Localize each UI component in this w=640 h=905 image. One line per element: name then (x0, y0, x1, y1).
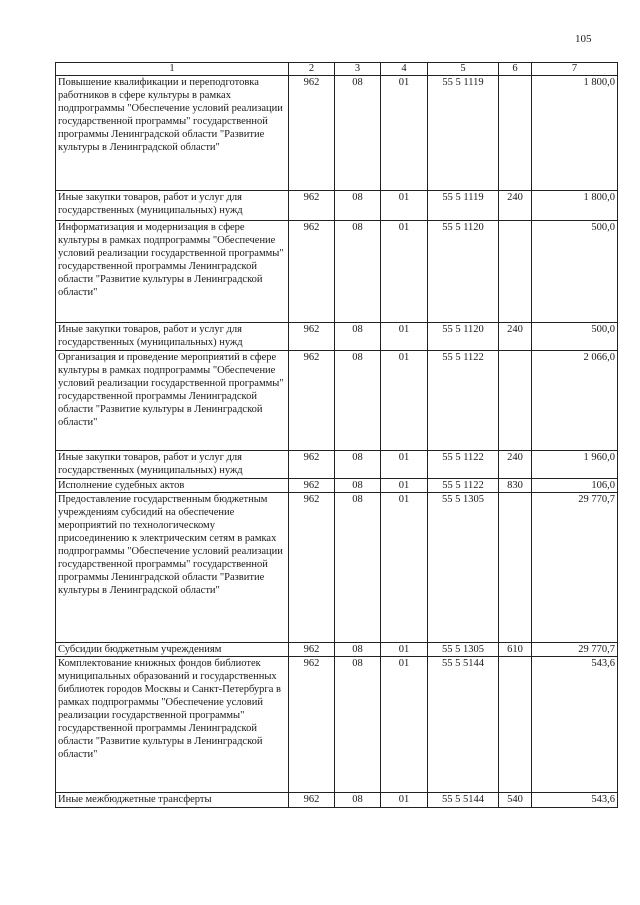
row-code-5: 55 5 1119 (428, 76, 499, 191)
row-amount: 1 800,0 (532, 76, 618, 191)
row-code-3: 08 (335, 479, 381, 493)
row-code-2: 962 (289, 221, 335, 323)
row-code-3: 08 (335, 191, 381, 221)
row-code-5: 55 5 1120 (428, 221, 499, 323)
row-amount: 29 770,7 (532, 493, 618, 643)
row-code-4: 01 (381, 221, 428, 323)
header-cell: 3 (335, 63, 381, 76)
row-code-6: 240 (499, 323, 532, 351)
header-cell: 6 (499, 63, 532, 76)
row-code-4: 01 (381, 351, 428, 451)
row-code-5: 55 5 1120 (428, 323, 499, 351)
row-description: Иные закупки товаров, работ и услуг для государственных (муниципальных) нужд (56, 191, 289, 221)
row-code-3: 08 (335, 793, 381, 808)
row-code-5: 55 5 1119 (428, 191, 499, 221)
table-row (56, 451, 618, 479)
row-code-6 (499, 657, 532, 793)
row-code-4: 01 (381, 493, 428, 643)
row-code-3: 08 (335, 643, 381, 657)
row-code-6: 540 (499, 793, 532, 808)
row-code-3: 08 (335, 657, 381, 793)
table-row (56, 793, 618, 808)
row-code-6: 610 (499, 643, 532, 657)
row-code-2: 962 (289, 643, 335, 657)
row-amount: 543,6 (532, 793, 618, 808)
header-cell: 7 (532, 63, 618, 76)
row-code-2: 962 (289, 451, 335, 479)
table-header-row (56, 63, 618, 76)
row-description: Исполнение судебных актов (56, 479, 289, 493)
row-amount: 1 800,0 (532, 191, 618, 221)
row-code-3: 08 (335, 221, 381, 323)
row-description: Организация и проведение мероприятий в сфере культуры в рамках подпрограммы "Обеспечение условий реализации государственной программы" государственной программы Ленинградской области "Развитие культуры в Ленинградской области" (56, 351, 289, 451)
row-code-6 (499, 493, 532, 643)
row-description: Субсидии бюджетным учреждениям (56, 643, 289, 657)
row-code-6: 240 (499, 451, 532, 479)
table-row (56, 351, 618, 451)
row-description: Информатизация и модернизация в сфере культуры в рамках подпрограммы "Обеспечение условий реализации государственной программы" государственной программы Ленинградской области "Развитие культуры в Ленинградской области" (56, 221, 289, 323)
row-code-5: 55 5 1122 (428, 351, 499, 451)
row-code-6: 240 (499, 191, 532, 221)
row-code-3: 08 (335, 351, 381, 451)
row-code-2: 962 (289, 493, 335, 643)
row-amount: 543,6 (532, 657, 618, 793)
row-amount: 500,0 (532, 323, 618, 351)
row-code-4: 01 (381, 479, 428, 493)
row-amount: 500,0 (532, 221, 618, 323)
row-description: Иные межбюджетные трансферты (56, 793, 289, 808)
row-code-4: 01 (381, 323, 428, 351)
row-amount: 29 770,7 (532, 643, 618, 657)
table-row (56, 479, 618, 493)
row-code-3: 08 (335, 323, 381, 351)
row-code-2: 962 (289, 479, 335, 493)
row-code-6 (499, 351, 532, 451)
row-code-6 (499, 221, 532, 323)
header-cell: 1 (56, 63, 289, 76)
row-code-4: 01 (381, 451, 428, 479)
table-row (56, 323, 618, 351)
row-code-3: 08 (335, 451, 381, 479)
row-code-5: 55 5 5144 (428, 657, 499, 793)
header-cell: 5 (428, 63, 499, 76)
row-description: Повышение квалификации и переподготовка работников в сфере культуры в рамках подпрограммы "Обеспечение условий реализации государственной программы" государственной программы Ленинградской области "Развитие культуры в Ленинградской области" (56, 76, 289, 191)
table-row (56, 657, 618, 793)
budget-table (55, 62, 618, 808)
row-code-4: 01 (381, 657, 428, 793)
row-code-4: 01 (381, 793, 428, 808)
table-row (56, 643, 618, 657)
row-code-3: 08 (335, 76, 381, 191)
row-amount: 106,0 (532, 479, 618, 493)
row-code-2: 962 (289, 657, 335, 793)
row-code-2: 962 (289, 76, 335, 191)
row-code-2: 962 (289, 191, 335, 221)
row-amount: 1 960,0 (532, 451, 618, 479)
page-number: 105 (575, 33, 592, 45)
table-row (56, 191, 618, 221)
row-amount: 2 066,0 (532, 351, 618, 451)
row-code-2: 962 (289, 793, 335, 808)
row-description: Комплектование книжных фондов библиотек муниципальных образований и государственных библиотек городов Москвы и Санкт-Петербурга в рамках подпрограммы "Обеспечение условий реализации государственной программы" государственной программы Ленинградской области "Развитие культуры в Ленинградской области" (56, 657, 289, 793)
row-code-5: 55 5 1305 (428, 643, 499, 657)
row-code-4: 01 (381, 191, 428, 221)
table-row (56, 493, 618, 643)
header-cell: 4 (381, 63, 428, 76)
row-code-5: 55 5 1305 (428, 493, 499, 643)
row-code-4: 01 (381, 643, 428, 657)
row-code-5: 55 5 1122 (428, 479, 499, 493)
row-code-4: 01 (381, 76, 428, 191)
header-cell: 2 (289, 63, 335, 76)
row-description: Иные закупки товаров, работ и услуг для государственных (муниципальных) нужд (56, 451, 289, 479)
row-code-5: 55 5 5144 (428, 793, 499, 808)
row-code-6: 830 (499, 479, 532, 493)
row-code-3: 08 (335, 493, 381, 643)
table-row (56, 76, 618, 191)
row-description: Предоставление государственным бюджетным учреждениям субсидий на обеспечение мероприятий по технологическому присоединению к электрическим сетям в рамках подпрограммы "Обеспечение условий реализации государственной программы" государственной программы Ленинградской области "Развитие культуры в Ленинградской области" (56, 493, 289, 643)
row-code-5: 55 5 1122 (428, 451, 499, 479)
row-code-2: 962 (289, 351, 335, 451)
table-row (56, 221, 618, 323)
row-code-2: 962 (289, 323, 335, 351)
row-description: Иные закупки товаров, работ и услуг для государственных (муниципальных) нужд (56, 323, 289, 351)
row-code-6 (499, 76, 532, 191)
